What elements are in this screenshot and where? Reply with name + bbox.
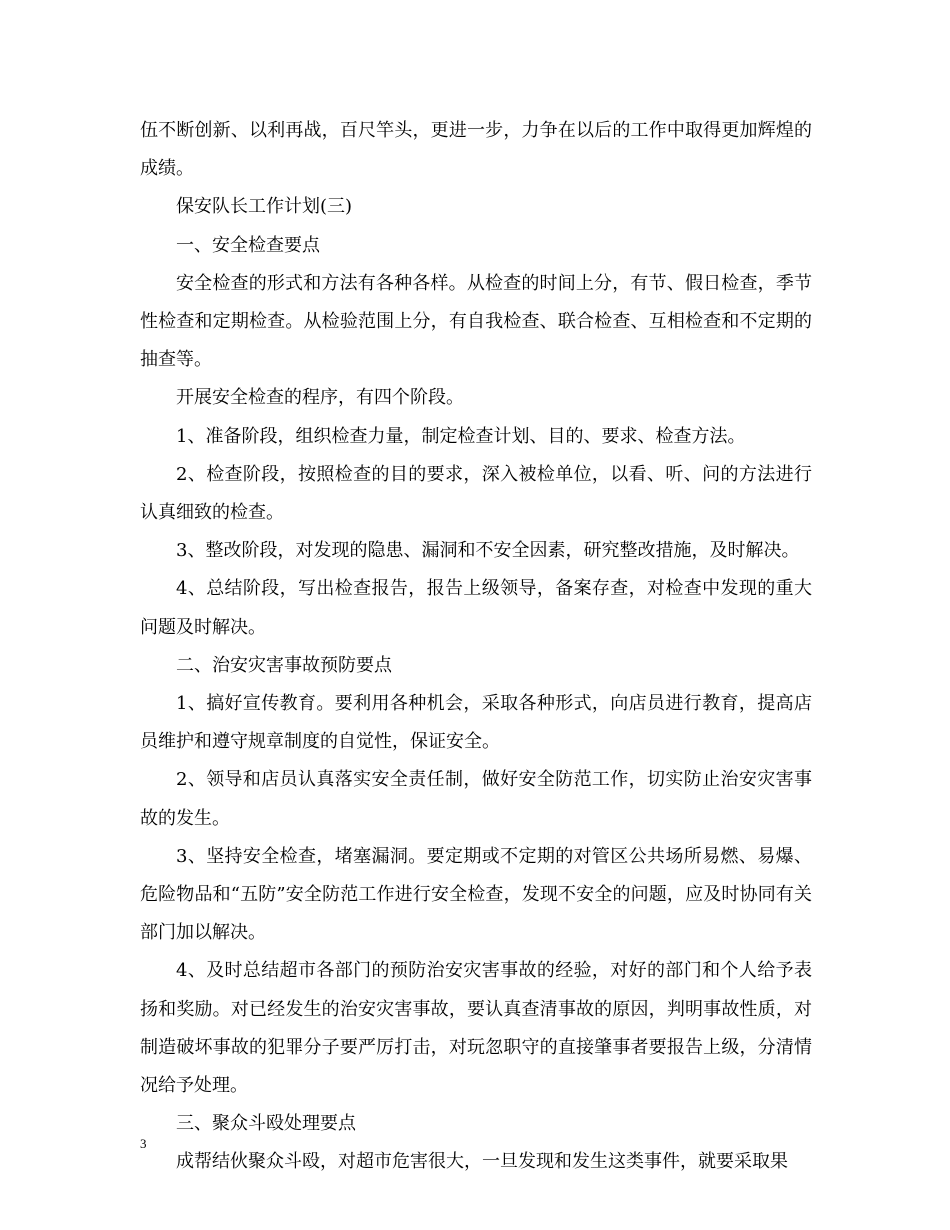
heading-safety-inspection: 一、安全检查要点 <box>176 234 320 256</box>
paragraph-brawl: 成帮结伙聚众斗殴，对超市危害很大，一旦发现和发生这类事件，就要采取果 <box>176 1151 788 1173</box>
list-item-safety-check: 3、坚持安全检查，堵塞漏洞。要定期或不定期的对管区公共场所易燃、易爆、危险物品和“五防”安全防范工作进行安全检查，发现不安全的问题，应及时协同有关部门加以解决。 <box>140 845 812 944</box>
heading-accident-prevention: 二、治安灾害事故预防要点 <box>176 654 392 676</box>
list-item-education: 1、搞好宣传教育。要利用各种机会，采取各种形式，向店员进行教育，提高店员维护和遵守规章制度的自觉性，保证安全。 <box>140 693 812 753</box>
page-number: 3 <box>140 1136 147 1151</box>
section-title: 保安队长工作计划(三) <box>176 196 353 218</box>
list-item-inspection: 2、检查阶段，按照检查的目的要求，深入被检单位，以看、听、问的方法进行认真细致的检查。 <box>140 463 812 524</box>
list-item-experience-summary: 4、及时总结超市各部门的预防治安灾害事故的经验，对好的部门和个人给予表扬和奖励。对已经发生的治安灾害事故，要认真查清事故的原因，判明事故性质，对制造破坏事故的犯罪分子要严厉打击，对玩忽职守的直接肇事者要报告上级，分清情况给予处理。 <box>140 960 812 1097</box>
document-body <box>140 112 812 1182</box>
list-item-summary: 4、总结阶段，写出检查报告，报告上级领导，备案存查，对检查中发现的重大问题及时解决。 <box>140 578 812 638</box>
list-item-responsibility: 2、领导和店员认真落实安全责任制，做好安全防范工作，切实防止治安灾害事故的发生。 <box>140 769 812 829</box>
list-item-preparation: 1、准备阶段，组织检查力量，制定检查计划、目的、要求、检查方法。 <box>176 425 746 447</box>
paragraph-inspection-forms: 安全检查的形式和方法有各种各样。从检查的时间上分，有节、假日检查，季节性检查和定期检查。从检验范围上分，有自我检查、联合检查、互相检查和不定期的抽查等。 <box>140 272 812 371</box>
list-item-rectification: 3、整改阶段，对发现的隐患、漏洞和不安全因素，研究整改措施，及时解决。 <box>176 540 800 562</box>
paragraph-inspection-procedure: 开展安全检查的程序，有四个阶段。 <box>176 387 464 409</box>
paragraph-continuation: 伍不断创新、以利再战，百尺竿头，更进一步，力争在以后的工作中取得更加辉煌的成绩。 <box>140 120 812 180</box>
heading-brawl-handling: 三、聚众斗殴处理要点 <box>176 1113 356 1135</box>
